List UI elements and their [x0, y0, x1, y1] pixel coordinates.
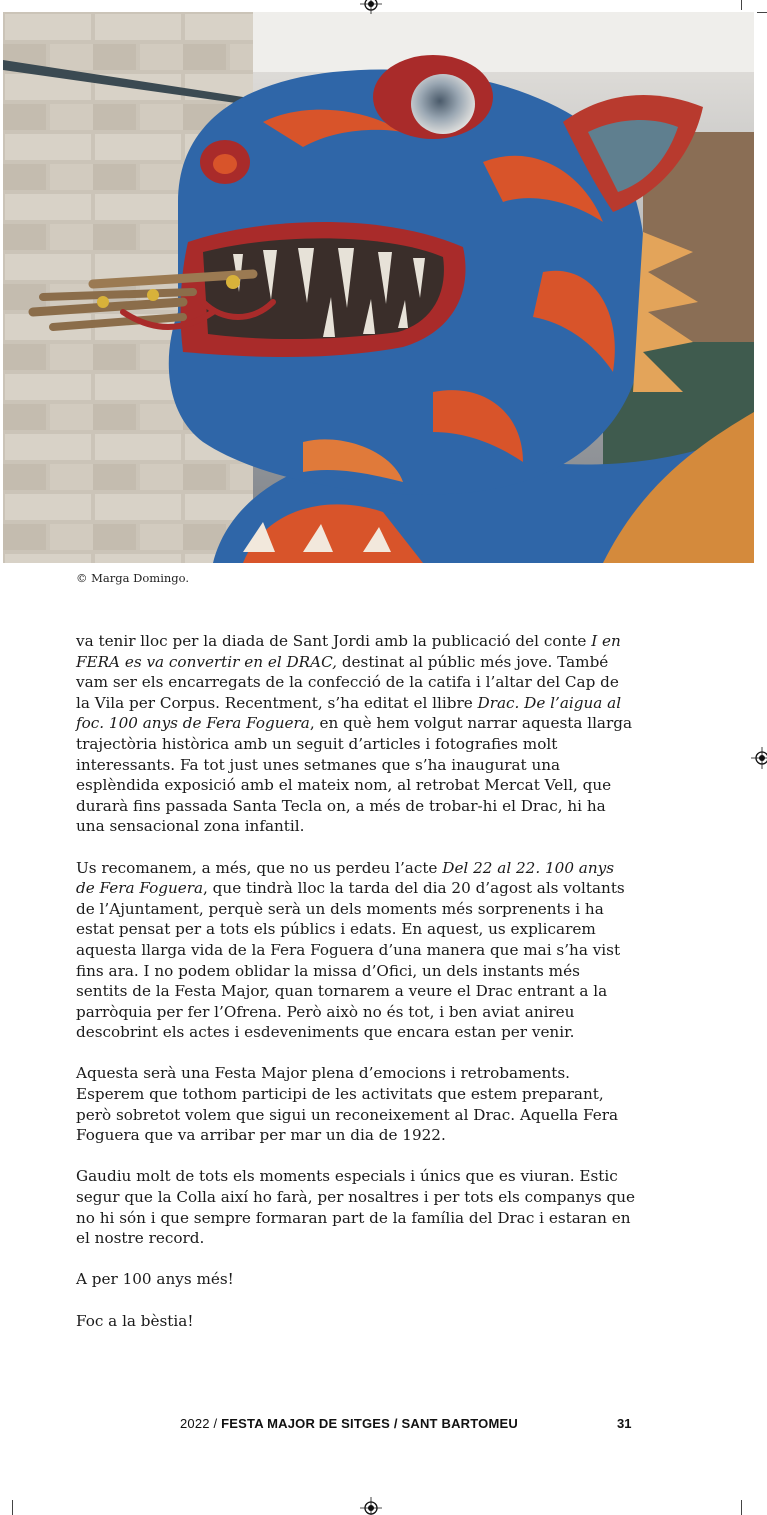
crop-mark-bottom-left: [12, 1500, 13, 1515]
text-run: va tenir lloc per la diada de Sant Jordi amb la publicació del conte: [76, 632, 592, 650]
text-run: Us recomanem, a més, que no us perdeu l’acte: [76, 858, 443, 877]
registration-mark-top: [360, 0, 382, 16]
crop-mark-top-right: [741, 0, 742, 10]
paragraph: [76, 1311, 636, 1332]
text-run: destinat al públic més jove. També vam ser els encarregats de la confecció de la catifa i l’altar del Cap de la Vila per Corpus. Recentment, s’ha editat el llibre: [76, 652, 619, 712]
italic-title: Del 22 al 22. 100 anys de Fera Foguera: [76, 858, 615, 898]
text-run: Gaudiu molt de tots els moments especials i únics que es viuran. Estic segur que la Colla així ho farà, per nosaltres i per tots els companys que no hi són i que sempre formaran part de la família del Drac i estaran en el nostre record.: [76, 1167, 635, 1248]
dragon-illustration: [3, 12, 754, 563]
text-run: , en què hem volgut narrar aquesta llarga trajectòria històrica amb un seguit d’articles i fotografies molt interessants. Fa tot just unes setmanes que s’ha inaugurat una esplèndida exposició amb el mateix nom, al retrobat Mercat Vell, que durarà fins passada Santa Tecla on, a més de trobar-hi el Drac, hi ha una sensacional zona infantil.: [76, 714, 633, 836]
crop-mark-right-top: [757, 12, 767, 13]
page-number: 31: [617, 1416, 632, 1431]
footer-publication: FESTA MAJOR DE SITGES /: [221, 1416, 402, 1431]
running-footer: [180, 1416, 518, 1431]
registration-mark-bottom: [360, 1497, 382, 1515]
text-run: Foc a la bèstia!: [76, 1311, 194, 1330]
photo-credit: © Marga Domingo.: [76, 571, 190, 585]
paragraph: [76, 1166, 636, 1248]
crop-mark-bottom-right: [741, 1500, 742, 1515]
article-body: [76, 631, 636, 1352]
text-run: Aquesta serà una Festa Major plena d’emocions i retrobaments. Esperem que tothom participi de les activitats que estem preparant, però sobretot volem que sigui un reconeixement al Drac. Aquella Fera Foguera que va arribar per mar un dia de 1922.: [76, 1064, 619, 1145]
paragraph: [76, 631, 636, 837]
paragraph: [76, 1063, 636, 1145]
text-run: , que tindrà lloc la tarda del dia 20 d’agost als voltants de l’Ajuntament, perquè serà un dels moments més sorprenents i ha estat pensat per a tots els públics i edats. En aquest, us explicarem aquesta llarga vida de la Fera Foguera d’una manera que mai s’ha vist fins ara. I no podem oblidar la missa d’Ofici, un dels instants més sentits de la Festa Major, quan tornarem a veure el Drac entrant a la parròquia per fer l’Ofrena. Però això no és tot, i ben aviat anireu descobrint els actes i esdeveniments que encara estan per venir.: [76, 879, 625, 1042]
italic-title: Drac. De l’aigua al foc. 100 anys de Fera Foguera: [76, 693, 622, 733]
paragraph: [76, 858, 636, 1043]
footer-section: SANT BARTOMEU: [401, 1416, 518, 1431]
footer-year: 2022 /: [180, 1416, 222, 1431]
paragraph: [76, 1269, 636, 1290]
text-run: A per 100 anys més!: [76, 1270, 234, 1289]
dragon-photo: [3, 12, 754, 563]
registration-mark-right: [751, 747, 767, 769]
italic-title: I en FERA es va convertir en el DRAC,: [76, 632, 621, 671]
